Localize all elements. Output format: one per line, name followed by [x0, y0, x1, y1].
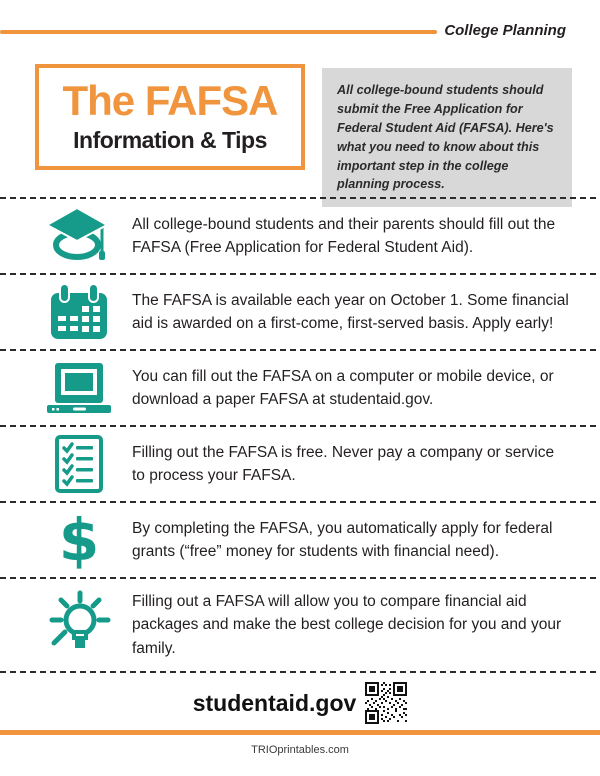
category-label: College Planning — [444, 22, 566, 39]
tip-row-october-1 — [0, 275, 600, 349]
tip-row-fafsa-who — [0, 199, 600, 273]
header-rule — [0, 30, 437, 34]
laptop-icon — [42, 362, 116, 414]
bottom-rule — [0, 730, 600, 735]
tip-row-online-paper — [0, 351, 600, 425]
tip-text: Filling out the FAFSA is free. Never pay a company or service to process your FAFSA. — [132, 443, 555, 484]
checklist-icon — [42, 435, 116, 493]
title-box — [35, 64, 305, 170]
dollar-sign-icon: $ — [58, 506, 100, 574]
page-title: The FAFSA — [62, 77, 278, 124]
tip-text: Filling out a FAFSA will allow you to compare financial aid packages and make the best college decision for you and your family. — [132, 593, 562, 657]
graduation-cap-icon — [42, 207, 116, 265]
tip-text: By completing the FAFSA, you automatically apply for federal grants (“free” money for students with financial need). — [132, 519, 553, 560]
lightbulb-icon — [42, 590, 116, 660]
tips-list — [0, 197, 600, 673]
intro-text-box: All college-bound students should submit the Free Application for Federal Student Aid (FAFSA). Here's what you need to know about this important step in the college planning process. — [322, 68, 572, 207]
tip-row-free — [0, 427, 600, 501]
tip-text: The FAFSA is available each year on October 1. Some financial aid is awarded on a first-come, first-served basis. Apply early! — [132, 291, 569, 332]
qr-code — [365, 682, 407, 724]
tip-row-grants — [0, 503, 600, 577]
tip-text: All college-bound students and their parents should fill out the FAFSA (Free Application for Federal Student Aid). — [132, 215, 556, 256]
title-section — [35, 64, 572, 207]
tip-text: You can fill out the FAFSA on a computer or mobile device, or download a paper FAFSA at studentaid.gov. — [132, 367, 554, 408]
website-link[interactable]: studentaid.gov — [192, 689, 357, 716]
calendar-icon — [42, 283, 116, 341]
tip-row-compare-aid — [0, 579, 600, 671]
credit-text: TRIOprintables.com — [251, 744, 349, 756]
divider — [0, 671, 600, 673]
footer — [0, 682, 600, 724]
page-subtitle: Information & Tips — [73, 127, 267, 153]
